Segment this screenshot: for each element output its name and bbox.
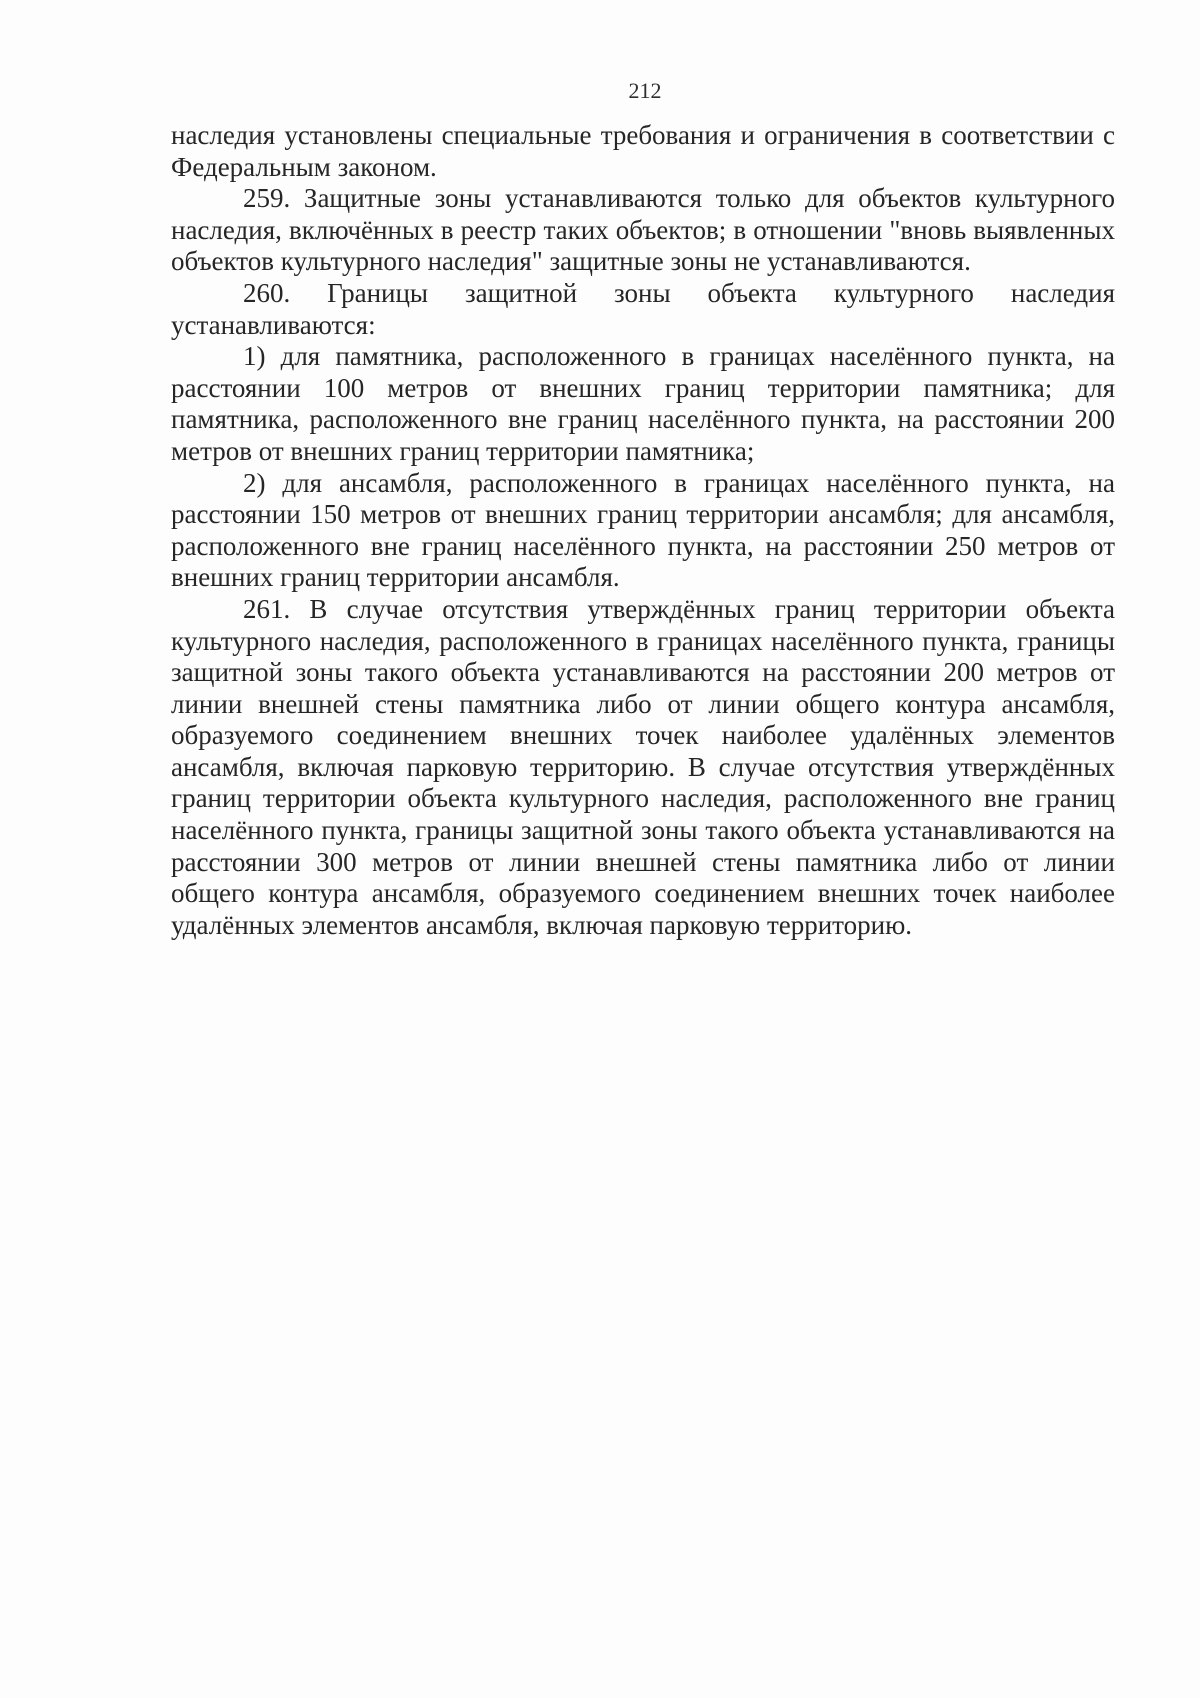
paragraph-259: 259. Защитные зоны устанавливаются только для объектов культурного наследия, включённых в реестр таких объектов; в отношении "вновь выявленных объектов культурного наследия" защитные зоны не устанавливаются.: [171, 183, 1115, 277]
paragraph-continuation: наследия установлены специальные требования и ограничения в соответствии с Федеральным законом.: [171, 120, 1115, 182]
document-body: [171, 120, 1115, 941]
paragraph-260-item-1: 1) для памятника, расположенного в границах населённого пункта, на расстоянии 100 метров от внешних границ территории памятника; для памятника, расположенного вне границ населённого пункта, на расстоянии 200 метров от внешних границ территории памятника;: [171, 341, 1115, 466]
paragraph-260-item-2: 2) для ансамбля, расположенного в границах населённого пункта, на расстоянии 150 метров от внешних границ территории ансамбля; для ансамбля, расположенного вне границ населённого пункта, на расстоянии 250 метров от внешних границ территории ансамбля.: [171, 467, 1115, 593]
paragraph-260: 260. Границы защитной зоны объекта культурного наследия устанавливаются:: [171, 277, 1115, 340]
paragraph-261: 261. В случае отсутствия утверждённых границ территории объекта культурного наследия, расположенного в границах населённого пункта, границы защитной зоны такого объекта устанавливаются на расстоянии 200 метров от линии внешней стены памятника либо от линии общего контура ансамбля, образуемого соединением внешних точек наиболее удалённых элементов ансамбля, включая парковую территорию. В случае отсутствия утверждённых границ территории объекта культурного наследия, расположенного вне границ населённого пункта, границы защитной зоны такого объекта устанавливаются на расстоянии 300 метров от линии внешней стены памятника либо от линии общего контура ансамбля, образуемого соединением внешних точек наиболее удалённых элементов ансамбля, включая парковую территорию.: [171, 593, 1115, 940]
page-number: 212: [628, 78, 662, 103]
